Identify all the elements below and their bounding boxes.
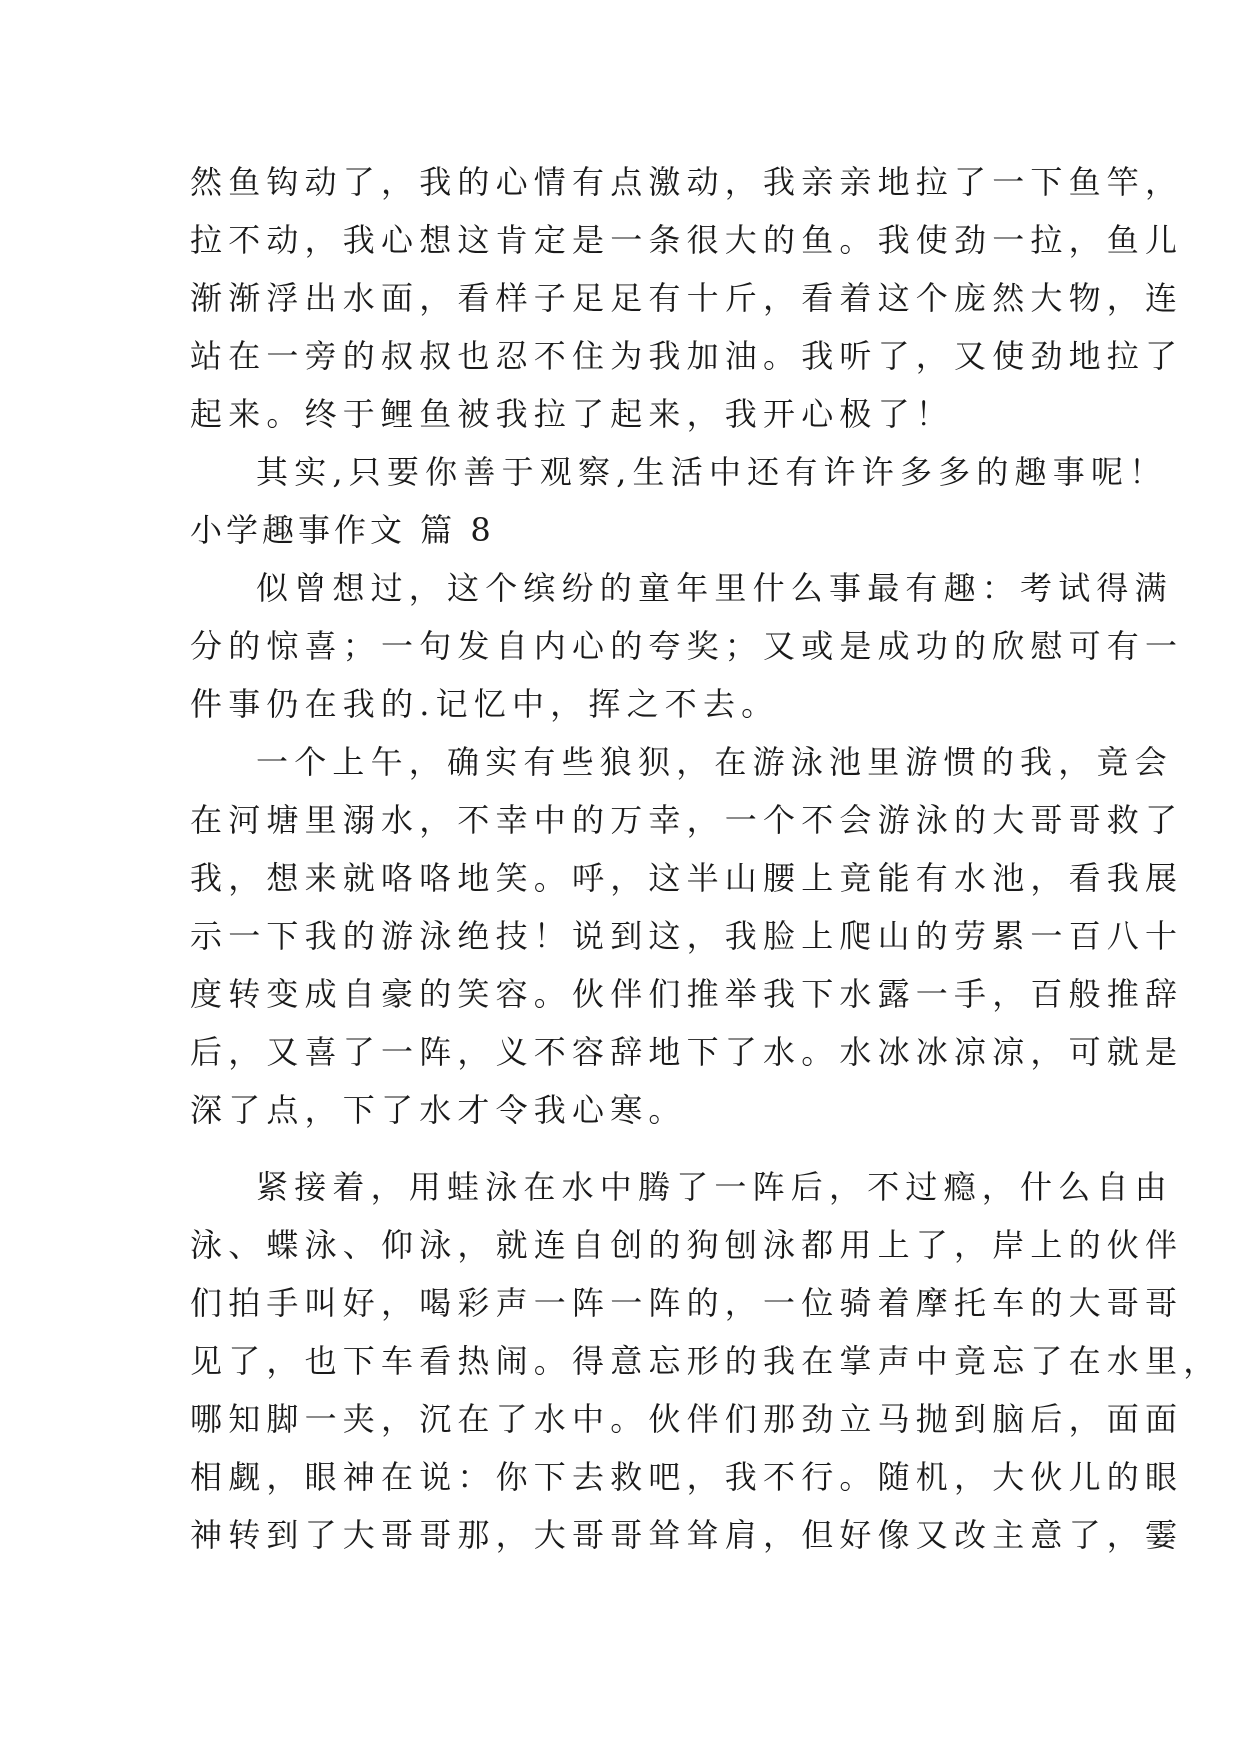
text-line: 哪知脚一夹，沉在了水中。伙伴们那劲立马抛到脑后，面面 [190,1400,1184,1438]
text-line: 然鱼钩动了，我的心情有点激动，我亲亲地拉了一下鱼竿， [190,163,1184,201]
text-line: 见了，也下车看热闹。得意忘形的我在掌声中竟忘了在水里， [190,1342,1222,1380]
paragraph-start-line: 其实,只要你善于观察,生活中还有许许多多的趣事呢！ [256,453,1168,491]
text-line: 渐渐浮出水面，看样子足足有十斤，看着这个庞然大物，连 [190,279,1184,317]
paragraph-start-line: 一个上午，确实有些狼狈，在游泳池里游惯的我，竟会 [256,743,1173,781]
text-line: 深了点，下了水才令我心寒。 [190,1091,687,1129]
paragraph-start-line: 似曾想过，这个缤纷的童年里什么事最有趣：考试得满 [256,569,1173,607]
text-line: 拉不动，我心想这肯定是一条很大的鱼。我使劲一拉，鱼儿 [190,221,1184,259]
paragraph-start-line: 紧接着，用蛙泳在水中腾了一阵后，不过瘾，什么自由 [256,1168,1173,1206]
text-line: 们拍手叫好，喝彩声一阵一阵的，一位骑着摩托车的大哥哥 [190,1284,1184,1322]
text-line: 相觑，眼神在说：你下去救吧，我不行。随机，大伙儿的眼 [190,1458,1184,1496]
text-line: 示一下我的游泳绝技！说到这，我脸上爬山的劳累一百八十 [190,917,1184,955]
text-line: 件事仍在我的.记忆中，挥之不去。 [190,685,780,723]
text-line: 神转到了大哥哥那，大哥哥耸耸肩，但好像又改主意了，霎 [190,1516,1184,1554]
text-line: 泳、蝶泳、仰泳，就连自创的狗刨泳都用上了，岸上的伙伴 [190,1226,1184,1264]
text-line: 度转变成自豪的笑容。伙伴们推举我下水露一手，百般推辞 [190,975,1184,1013]
text-line: 在河塘里溺水，不幸中的万幸，一个不会游泳的大哥哥救了 [190,801,1184,839]
text-line: 站在一旁的叔叔也忍不住为我加油。我听了，又使劲地拉了 [190,337,1184,375]
text-line: 后，又喜了一阵，义不容辞地下了水。水冰冰凉凉，可就是 [190,1033,1184,1071]
text-line: 分的惊喜；一句发自内心的夸奖；又或是成功的欣慰可有一 [190,627,1184,665]
text-line: 我，想来就咯咯地笑。呼，这半山腰上竟能有水池，看我展 [190,859,1184,897]
text-line: 起来。终于鲤鱼被我拉了起来，我开心极了！ [190,395,955,433]
section-heading: 小学趣事作文 篇 8 [190,511,495,549]
